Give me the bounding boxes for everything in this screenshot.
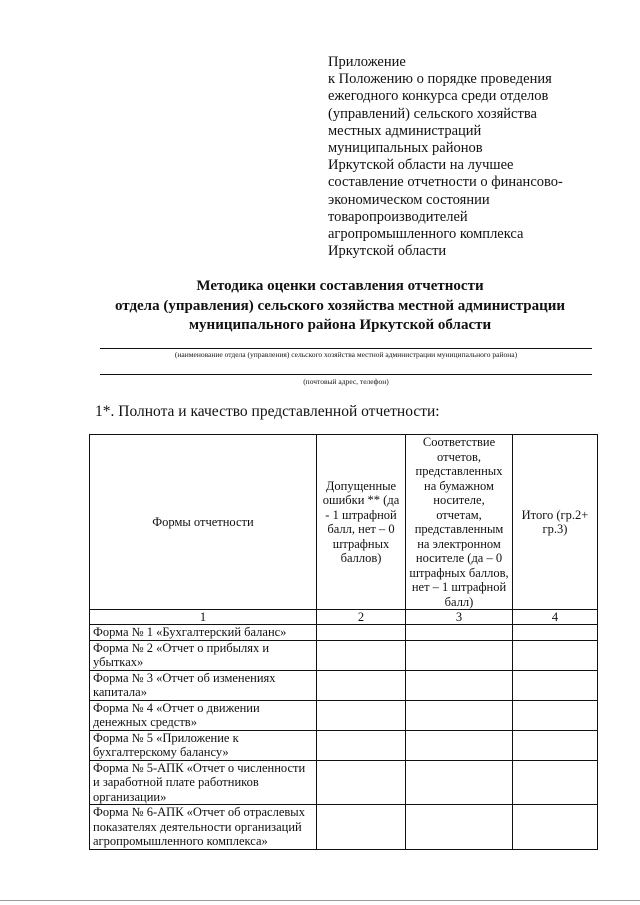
- appendix-line: товаропроизводителей: [328, 208, 468, 225]
- header-errors: Допущенные ошибки ** (да - 1 штрафной балл, нет – 0 штрафных баллов): [317, 435, 406, 610]
- cell-errors: [317, 640, 406, 670]
- form-name: Форма № 5 «Приложение к бухгалтерскому балансу»: [90, 730, 317, 760]
- cell-correspondence: [406, 805, 513, 850]
- appendix-line: к Положению о порядке проведения: [328, 71, 552, 88]
- column-number: 2: [317, 610, 406, 625]
- title-line: муниципального района Иркутской области: [188, 317, 492, 333]
- cell-errors: [317, 625, 406, 641]
- reporting-forms-table: [89, 434, 598, 850]
- appendix-line: Приложение: [328, 54, 406, 70]
- page-bottom-edge: [0, 900, 640, 901]
- header-forms: Формы отчетности: [90, 435, 317, 610]
- cell-total: [513, 730, 598, 760]
- cell-correspondence: [406, 730, 513, 760]
- address-underline: [100, 374, 592, 375]
- form-name: Форма № 2 «Отчет о прибылях и убытках»: [90, 640, 317, 670]
- cell-total: [513, 625, 598, 641]
- cell-total: [513, 700, 598, 730]
- form-name: Форма № 5-АПК «Отчет о численности и заработной плате работников организации»: [90, 760, 317, 805]
- table-row: [90, 760, 598, 805]
- table-row: [90, 670, 598, 700]
- name-caption: (наименование отдела (управления) сельского хозяйства местной администрации муниципального района): [174, 350, 518, 359]
- cell-total: [513, 760, 598, 805]
- appendix-line: составление отчетности о финансово-: [328, 174, 563, 191]
- table-row: [90, 805, 598, 850]
- cell-errors: [317, 730, 406, 760]
- document-title: [60, 277, 620, 336]
- appendix-block: [328, 54, 628, 260]
- cell-correspondence: [406, 640, 513, 670]
- title-line: отдела (управления) сельского хозяйства местной администрации: [114, 297, 566, 314]
- header-correspondence: Соответствие отчетов, представленных на бумажном носителе, отчетам, представленным на электронном носителе (да – 0 штрафных баллов, нет – 1 штрафной балл): [406, 435, 513, 610]
- appendix-line: (управлений) сельского хозяйства: [328, 105, 537, 122]
- appendix-line: агропромышленного комплекса: [328, 226, 524, 243]
- appendix-line: Иркутской области: [328, 243, 447, 260]
- appendix-line: местных администраций: [328, 122, 482, 139]
- title-line: Методика оценки составления отчетности: [196, 278, 484, 294]
- table-header-row: [90, 435, 598, 610]
- cell-total: [513, 805, 598, 850]
- appendix-line: ежегодного конкурса среди отделов: [328, 88, 549, 105]
- table-row: [90, 700, 598, 730]
- appendix-line: муниципальных районов: [328, 140, 483, 157]
- form-name: Форма № 1 «Бухгалтерский баланс»: [90, 625, 317, 641]
- cell-total: [513, 670, 598, 700]
- form-name: Форма № 4 «Отчет о движении денежных средств»: [90, 700, 317, 730]
- form-name: Форма № 6-АПК «Отчет об отраслевых показателях деятельности организаций агропромышленного комплекса»: [90, 805, 317, 850]
- cell-correspondence: [406, 760, 513, 805]
- cell-correspondence: [406, 625, 513, 641]
- address-caption: (почтовый адрес, телефон): [303, 377, 389, 386]
- cell-errors: [317, 670, 406, 700]
- column-number: 4: [513, 610, 598, 625]
- cell-correspondence: [406, 670, 513, 700]
- table-row: [90, 640, 598, 670]
- cell-errors: [317, 805, 406, 850]
- name-underline: [100, 348, 592, 349]
- column-number-row: [90, 610, 598, 625]
- appendix-line: Иркутской области на лучшее: [328, 157, 514, 174]
- cell-errors: [317, 700, 406, 730]
- cell-total: [513, 640, 598, 670]
- column-number: 1: [90, 610, 317, 625]
- table-row: [90, 625, 598, 641]
- section-heading: 1*. Полнота и качество представленной отчетности:: [95, 403, 440, 420]
- cell-correspondence: [406, 700, 513, 730]
- cell-errors: [317, 760, 406, 805]
- header-total: Итого (гр.2+ гр.3): [513, 435, 598, 610]
- column-number: 3: [406, 610, 513, 625]
- appendix-line: экономическом состоянии: [328, 191, 490, 208]
- form-name: Форма № 3 «Отчет об изменениях капитала»: [90, 670, 317, 700]
- table-row: [90, 730, 598, 760]
